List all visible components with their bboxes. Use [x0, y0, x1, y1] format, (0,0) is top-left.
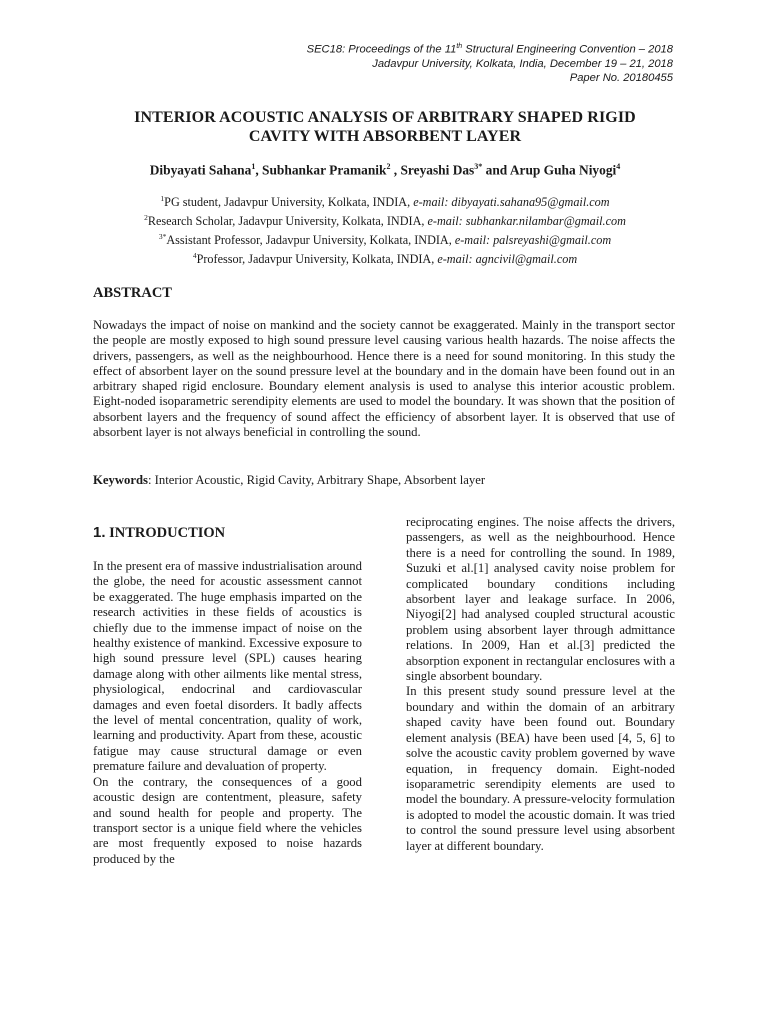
abstract-text: Nowadays the impact of noise on mankind and the society cannot be exaggerated. Mainly in the transport sector the people are mostly exposed to high sound pressure level causing various health hazards. The noise affects the drivers, passengers, as well as the neighbourhood. Hence there is a need for sound monitoring. In this study the effect of absorbent layer on the sound pressure level at the boundary and in the domain have been found out in an arbitrary shaped rigid enclosure. Boundary element analysis is used to analyse this interior acoustic problem. Eight-noded isoparametric serendipity elements are used to model the boundary. It was shown that the position of absorbent layers and the frequency of sound affect the efficiency of absorbent layer. It is observed that use of absorbent layer is not always beneficial in controlling the sound.	[93, 318, 675, 440]
section-title: INTRODUCTION	[105, 525, 226, 541]
paragraph: In this present study sound pressure level at the boundary and within the domain of an arbitrary shaped cavity have been found out. Boundary element analysis (BEA) have been used [4, 5, 6] to solve the acoustic cavity problem governed by wave equation, in frequency domain. Eight-noded isoparametric serendipity elements are used to model the boundary. A pressure-velocity formulation is adopted to model the acoustic domain. It was tried to control the sound pressure level using absorbent layer at different boundary.	[406, 684, 675, 853]
author-list: Dibyayati Sahana$^1$, Subhankar Pramanik$^2$ , Sreyashi Das$^{3*}$ and Arup Guha Niyogi$^4$	[149, 162, 621, 178]
left-column	[93, 559, 362, 867]
email-link[interactable]: e-mail: agncivil@gmail.com	[437, 252, 578, 267]
author-marker: 1	[251, 162, 256, 171]
paragraph: On the contrary, the consequences of a good acoustic design are contentment, pleasure, safety and sound health for people and property. The transport sector is a unique field where the vehicles are most frequently exposed to noise hazards produced by the	[93, 774, 362, 866]
introduction-heading	[93, 524, 225, 542]
paper-number: Paper No. 20180455	[569, 71, 673, 84]
author-name: Arup Guha Niyogi	[509, 162, 617, 178]
paper-title	[60, 108, 710, 146]
keywords-list: : Interior Acoustic, Rigid Cavity, Arbitrary Shape, Absorbent layer	[147, 473, 486, 487]
keywords-label: Keywords	[93, 473, 148, 487]
title-line-1: INTERIOR ACOUSTIC ANALYSIS OF ARBITRARY SHAPED RIGID	[134, 109, 636, 126]
keywords	[93, 472, 675, 488]
header-line-2: Jadavpur University, Kolkata, India, December 19 – 21, 2018	[372, 57, 673, 70]
email-link[interactable]: e-mail: subhankar.nilambar@gmail.com	[427, 214, 626, 229]
author-name: Dibyayati Sahana	[149, 162, 252, 178]
right-column	[406, 515, 675, 854]
author-name: Sreyashi Das	[400, 162, 475, 178]
author-marker: 2	[386, 162, 391, 171]
paragraph: reciprocating engines. The noise affects the drivers, passengers, as well as the neighbourhood. Hence there is a need for controlling the sound. In 1989, Suzuki et al.[1] analysed cavity noise problem for complicated boundary conditions including absorbent layer and leakage surface. In 2006, Niyogi[2] had analysed coupled structural acoustic problem using absorbent layer through admittance relations. In 2009, Han et al.[3] predicted the absorption exponent in rectangular enclosures with a single absorbent boundary.	[406, 515, 675, 684]
section-number: 1.	[93, 524, 106, 541]
email-link[interactable]: e-mail: dibyayati.sahana95@gmail.com	[413, 195, 610, 210]
abstract-heading: ABSTRACT	[93, 285, 172, 301]
affiliation-line: $^{3*}$Assistant Professor, Jadavpur University, Kolkata, INDIA, e-mail: palsreyashi@gmail.com	[158, 232, 612, 248]
author-marker: 4	[616, 162, 621, 171]
proceedings-header	[307, 40, 673, 85]
affiliation-line: $^1$PG student, Jadavpur University, Kolkata, INDIA, e-mail: dibyayati.sahana95@gmail.com	[160, 194, 610, 210]
title-line-2: CAVITY WITH ABSORBENT LAYER	[248, 128, 522, 145]
author-marker: 3*	[474, 162, 483, 171]
affiliations	[60, 191, 710, 267]
affiliation-line: $^2$Research Scholar, Jadavpur University, Kolkata, INDIA, e-mail: subhankar.nilambar@gmail.com	[144, 213, 626, 229]
paragraph: In the present era of massive industrialisation around the globe, the need for acoustic assessment cannot be exaggerated. The huge emphasis imparted on the research activities in these fields of acoustics is chiefly due to the immense impact of noise on the healthy existence of mankind. Excessive exposure to high sound pressure level (SPL) causes hearing damage along with other ailments like mental stress, physiological, endocrinal and cardiovascular damages and even foetal disorders. It badly affects the level of mental concentration, quality of work, learning and productivity. Apart from these, acoustic fatigue may cause structural damage or even premature failure and devaluation of property.	[93, 559, 362, 774]
author-name: Subhankar Pramanik	[262, 162, 387, 178]
affiliation-line: $^4$Professor, Jadavpur University, Kolkata, INDIA, e-mail: agncivil@gmail.com	[192, 251, 578, 267]
email-link[interactable]: e-mail: palsreyashi@gmail.com	[454, 233, 612, 248]
header-line-1: SEC18: Proceedings of the 11th Structural Engineering Convention – 2018	[306, 43, 673, 56]
